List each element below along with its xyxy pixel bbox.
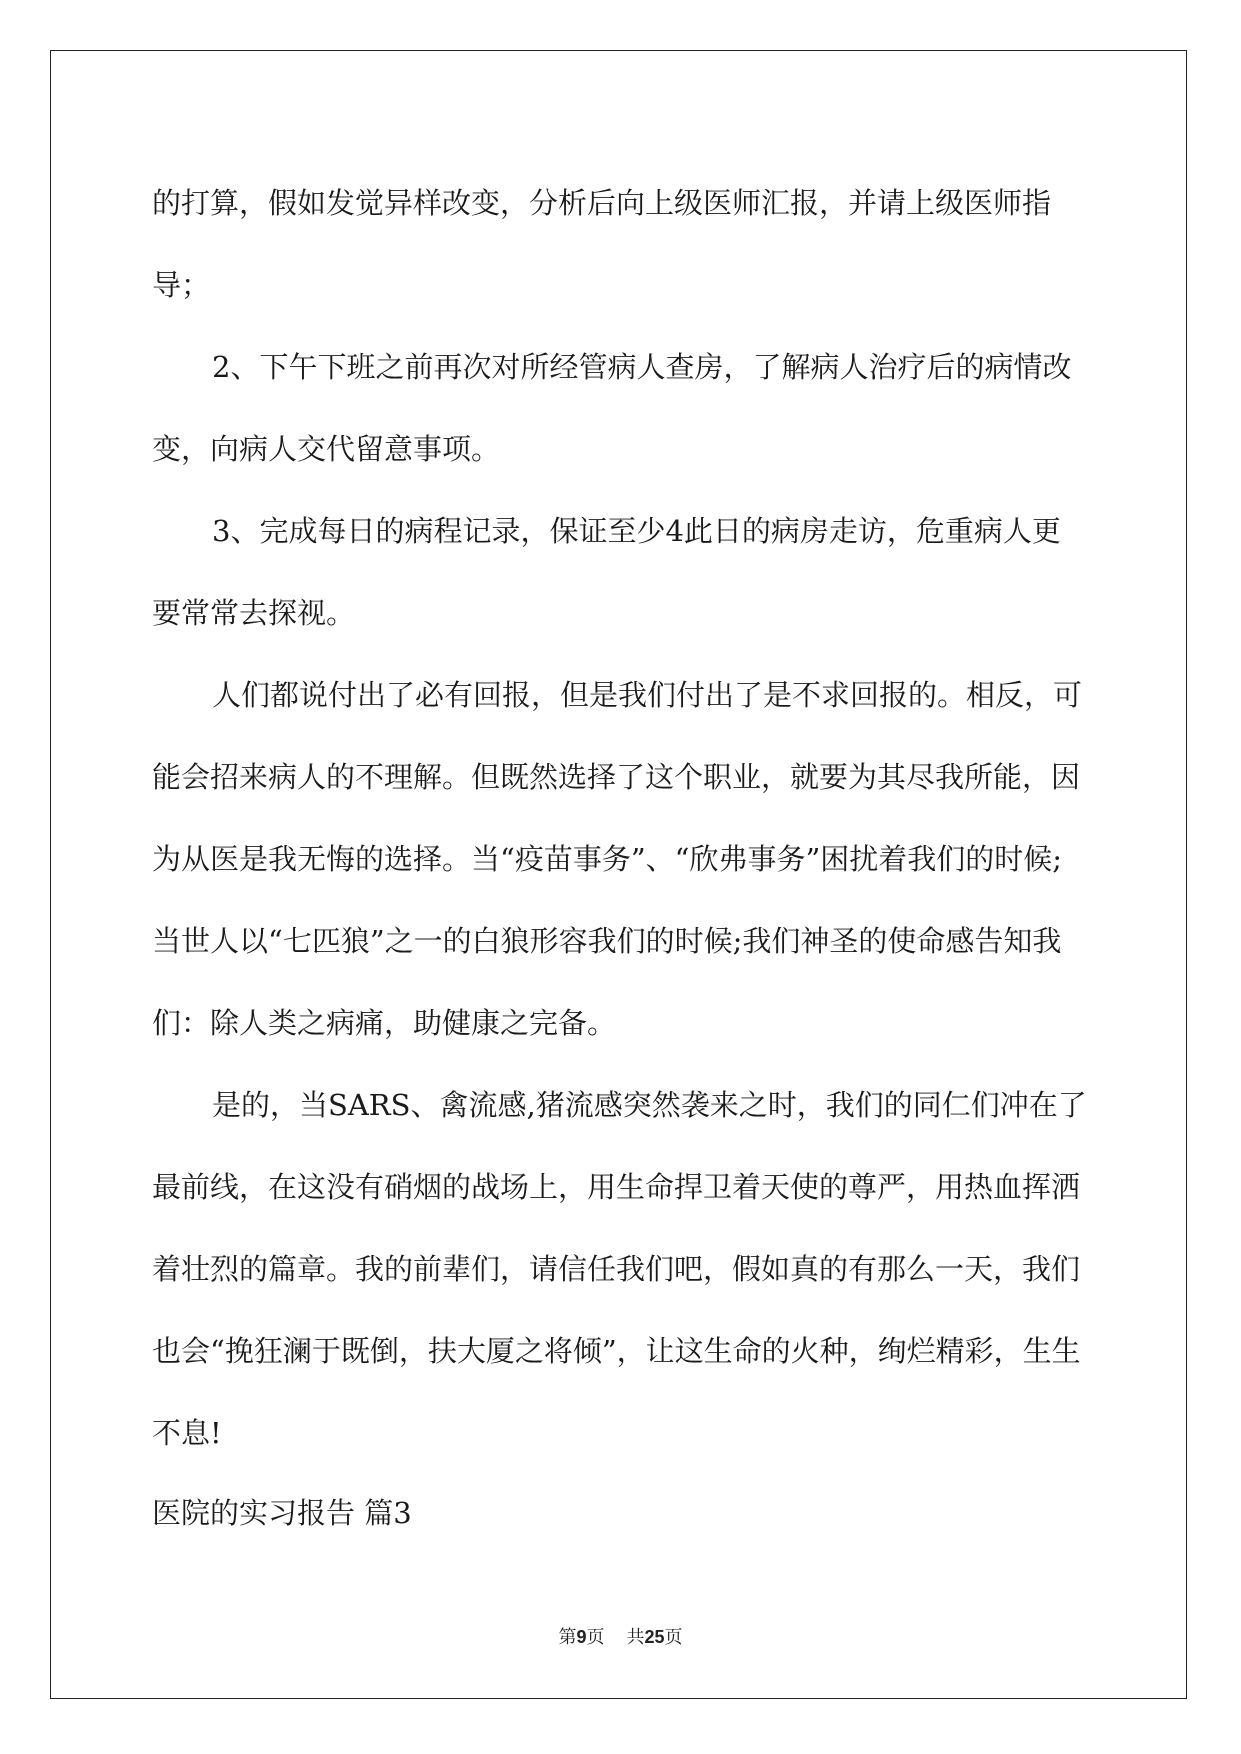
page-number: 9 xyxy=(576,1627,587,1647)
total-pages: 25 xyxy=(644,1627,665,1647)
section-heading: 医院的实习报告 篇3 xyxy=(152,1496,412,1530)
total-suffix: 页 xyxy=(664,1627,683,1648)
paragraph-4: 人们都说付出了必有回报，但是我们付出了是不求回报的。相反，可能会招来病人的不理解。但既然选择了这个职业，就要为其尽我所能，因为从医是我无悔的选择。当“疫苗事务”、“欣弗事务”困扰着我们的时候;当世人以“七匹狼”之一的白狼形容我们的时候;我们神圣的使命感告知我们：除人类之病痛，助健康之完备。 xyxy=(152,678,1083,1040)
paragraph-3: 3、完成每日的病程记录，保证至少4此日的病房走访，危重病人更要常常去探视。 xyxy=(152,514,1061,630)
total-prefix: 共 xyxy=(626,1627,645,1648)
paragraph-2: 2、下午下班之前再次对所经管病人查房，了解病人治疗后的病情改变，向病人交代留意事项。 xyxy=(152,350,1072,466)
page-prefix: 第 xyxy=(558,1627,577,1648)
page-footer xyxy=(0,1623,1241,1649)
document-body xyxy=(152,162,1088,1542)
page-suffix: 页 xyxy=(586,1627,605,1648)
paragraph-5: 是的，当SARS、禽流感,猪流感突然袭来之时，我们的同仁们冲在了最前线，在这没有硝烟的战场上，用生命捍卫着天使的尊严，用热血挥洒着壮烈的篇章。我的前辈们，请信任我们吧，假如真的有那么一天，我们也会“挽狂澜于既倒，扶大厦之将倾”，让这生命的火种，绚烂精彩，生生不息! xyxy=(152,1088,1087,1450)
paragraph-1: 的打算，假如发觉异样改变，分析后向上级医师汇报，并请上级医师指导； xyxy=(152,186,1052,302)
